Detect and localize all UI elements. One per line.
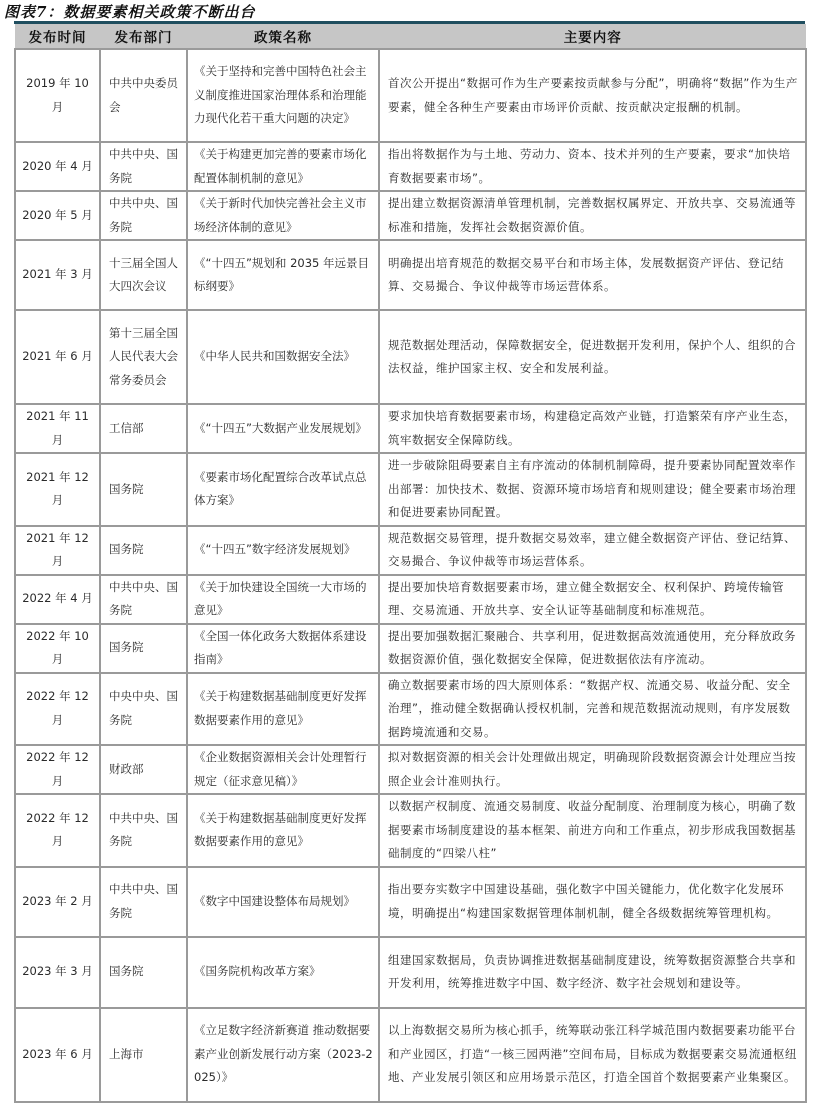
row-date: 2021 年 12 月 xyxy=(15,526,100,575)
policy-table xyxy=(14,24,807,1103)
row-dept: 中共中央、国务院 xyxy=(100,191,187,240)
table-row xyxy=(15,526,806,575)
row-dept: 中央中央、国务院 xyxy=(100,673,187,746)
row-dept: 工信部 xyxy=(100,404,187,453)
row-content: 提出要加快培育数据要素市场，建立健全数据安全、权利保护、跨境传输管理、交易流通、开放共享、安全认证等基础制度和标准规范。 xyxy=(379,575,806,624)
table-header-row xyxy=(15,24,806,49)
table-row xyxy=(15,310,806,404)
table-row xyxy=(15,49,806,142)
table-row xyxy=(15,624,806,673)
row-dept: 国务院 xyxy=(100,526,187,575)
table-row xyxy=(15,867,806,937)
row-dept: 中共中央、国务院 xyxy=(100,575,187,624)
row-date: 2022 年 10 月 xyxy=(15,624,100,673)
row-date: 2022 年 12 月 xyxy=(15,745,100,794)
row-policy-name: 《关于构建更加完善的要素市场化配置体制机制的意见》 xyxy=(187,142,379,191)
table-row xyxy=(15,404,806,453)
table-row xyxy=(15,191,806,240)
row-policy-name: 《“十四五”数字经济发展规划》 xyxy=(187,526,379,575)
row-policy-name: 《关于构建数据基础制度更好发挥数据要素作用的意见》 xyxy=(187,794,379,867)
row-policy-name: 《要素市场化配置综合改革试点总体方案》 xyxy=(187,453,379,526)
table-row xyxy=(15,575,806,624)
row-content: 组建国家数据局，负责协调推进数据基础制度建设，统筹数据资源整合共享和开发利用，统筹推进数字中国、数字经济、数字社会规划和建设等。 xyxy=(379,937,806,1008)
row-dept: 上海市 xyxy=(100,1008,187,1102)
row-content: 要求加快培育数据要素市场，构建稳定高效产业链，打造繁荣有序产业生态，筑牢数据安全保障防线。 xyxy=(379,404,806,453)
row-content: 以数据产权制度、流通交易制度、收益分配制度、治理制度为核心，明确了数据要素市场制度建设的基本框架、前进方向和工作重点，初步形成我国数据基础制度的“四梁八柱” xyxy=(379,794,806,867)
row-dept: 国务院 xyxy=(100,624,187,673)
row-policy-name: 《“十四五”大数据产业发展规划》 xyxy=(187,404,379,453)
row-policy-name: 《企业数据资源相关会计处理暂行规定（征求意见稿）》 xyxy=(187,745,379,794)
row-date: 2021 年 11 月 xyxy=(15,404,100,453)
row-dept: 国务院 xyxy=(100,937,187,1008)
table-row xyxy=(15,673,806,746)
table-row xyxy=(15,794,806,867)
table-row xyxy=(15,937,806,1008)
row-date: 2020 年 4 月 xyxy=(15,142,100,191)
row-date: 2021 年 3 月 xyxy=(15,240,100,310)
row-dept: 第十三届全国人民代表大会常务委员会 xyxy=(100,310,187,404)
row-content: 提出建立数据资源清单管理机制，完善数据权属界定、开放共享、交易流通等标准和措施，发挥社会数据资源价值。 xyxy=(379,191,806,240)
row-dept: 财政部 xyxy=(100,745,187,794)
table-row xyxy=(15,1008,806,1102)
row-dept: 国务院 xyxy=(100,453,187,526)
row-dept: 中共中央委员会 xyxy=(100,49,187,142)
table-row xyxy=(15,240,806,310)
row-dept: 十三届全国人大四次会议 xyxy=(100,240,187,310)
header-dept: 发布部门 xyxy=(100,24,187,49)
figure-title: 图表7：数据要素相关政策不断出台 xyxy=(4,3,256,21)
row-content: 指出将数据作为与土地、劳动力、资本、技术并列的生产要素，要求“加快培育数据要素市场”。 xyxy=(379,142,806,191)
row-policy-name: 《关于构建数据基础制度更好发挥数据要素作用的意见》 xyxy=(187,673,379,746)
header-date: 发布时间 xyxy=(15,24,100,49)
row-content: 以上海数据交易所为核心抓手，统筹联动张江科学城范围内数据要素功能平台和产业园区，打造“一核三园两港”空间布局，目标成为数据要素交易流通枢纽地、产业发展引领区和应用场景示范区，打造全国首个数据要素产业集聚区。 xyxy=(379,1008,806,1102)
row-policy-name: 《“十四五”规划和 2035 年远景目标纲要》 xyxy=(187,240,379,310)
row-date: 2023 年 3 月 xyxy=(15,937,100,1008)
table-row xyxy=(15,745,806,794)
row-date: 2023 年 6 月 xyxy=(15,1008,100,1102)
row-policy-name: 《全国一体化政务大数据体系建设指南》 xyxy=(187,624,379,673)
row-content: 指出要夯实数字中国建设基础，强化数字中国关键能力，优化数字化发展环境，明确提出“构建国家数据管理体制机制，健全各级数据统筹管理机构。 xyxy=(379,867,806,937)
row-content: 首次公开提出“数据可作为生产要素按贡献参与分配”，明确将“数据”作为生产要素，健全各种生产要素由市场评价贡献、按贡献决定报酬的机制。 xyxy=(379,49,806,142)
row-policy-name: 《关于新时代加快完善社会主义市场经济体制的意见》 xyxy=(187,191,379,240)
row-date: 2021 年 12 月 xyxy=(15,453,100,526)
row-content: 进一步破除阻碍要素自主有序流动的体制机制障碍，提升要素协同配置效率作出部署：加快技术、数据、资源环境市场培育和规则建设；健全要素市场治理和促进要素协同配置。 xyxy=(379,453,806,526)
row-dept: 中共中央、国务院 xyxy=(100,867,187,937)
row-content: 规范数据处理活动，保障数据安全，促进数据开发利用，保护个人、组织的合法权益，维护国家主权、安全和发展利益。 xyxy=(379,310,806,404)
row-content: 规范数据交易管理，提升数据交易效率，建立健全数据资产评估、登记结算、交易撮合、争议仲裁等市场运营体系。 xyxy=(379,526,806,575)
row-date: 2022 年 4 月 xyxy=(15,575,100,624)
header-content: 主要内容 xyxy=(379,24,806,49)
row-content: 提出要加强数据汇聚融合、共享利用，促进数据高效流通使用，充分释放政务数据资源价值，强化数据安全保障，促进数据依法有序流动。 xyxy=(379,624,806,673)
row-dept: 中共中央、国务院 xyxy=(100,794,187,867)
table-row xyxy=(15,453,806,526)
row-policy-name: 《关于坚持和完善中国特色社会主义制度推进国家治理体系和治理能力现代化若干重大问题的决定》 xyxy=(187,49,379,142)
row-policy-name: 《数字中国建设整体布局规划》 xyxy=(187,867,379,937)
row-date: 2019 年 10 月 xyxy=(15,49,100,142)
row-content: 确立数据要素市场的四大原则体系：“数据产权、流通交易、收益分配、安全治理”，推动健全数据确认授权机制，完善和规范数据流动规则，有序发展数据跨境流通和交易。 xyxy=(379,673,806,746)
row-policy-name: 《国务院机构改革方案》 xyxy=(187,937,379,1008)
table-row xyxy=(15,142,806,191)
row-content: 明确提出培育规范的数据交易平台和市场主体，发展数据资产评估、登记结算、交易撮合、争议仲裁等市场运营体系。 xyxy=(379,240,806,310)
row-date: 2021 年 6 月 xyxy=(15,310,100,404)
row-dept: 中共中央、国务院 xyxy=(100,142,187,191)
row-policy-name: 《中华人民共和国数据安全法》 xyxy=(187,310,379,404)
row-date: 2020 年 5 月 xyxy=(15,191,100,240)
row-policy-name: 《立足数字经济新赛道 推动数据要素产业创新发展行动方案（2023-2025）》 xyxy=(187,1008,379,1102)
row-date: 2022 年 12 月 xyxy=(15,794,100,867)
row-content: 拟对数据资源的相关会计处理做出规定，明确现阶段数据资源会计处理应当按照企业会计准则执行。 xyxy=(379,745,806,794)
row-date: 2022 年 12 月 xyxy=(15,673,100,746)
row-date: 2023 年 2 月 xyxy=(15,867,100,937)
header-policy-name: 政策名称 xyxy=(187,24,379,49)
row-policy-name: 《关于加快建设全国统一大市场的意见》 xyxy=(187,575,379,624)
